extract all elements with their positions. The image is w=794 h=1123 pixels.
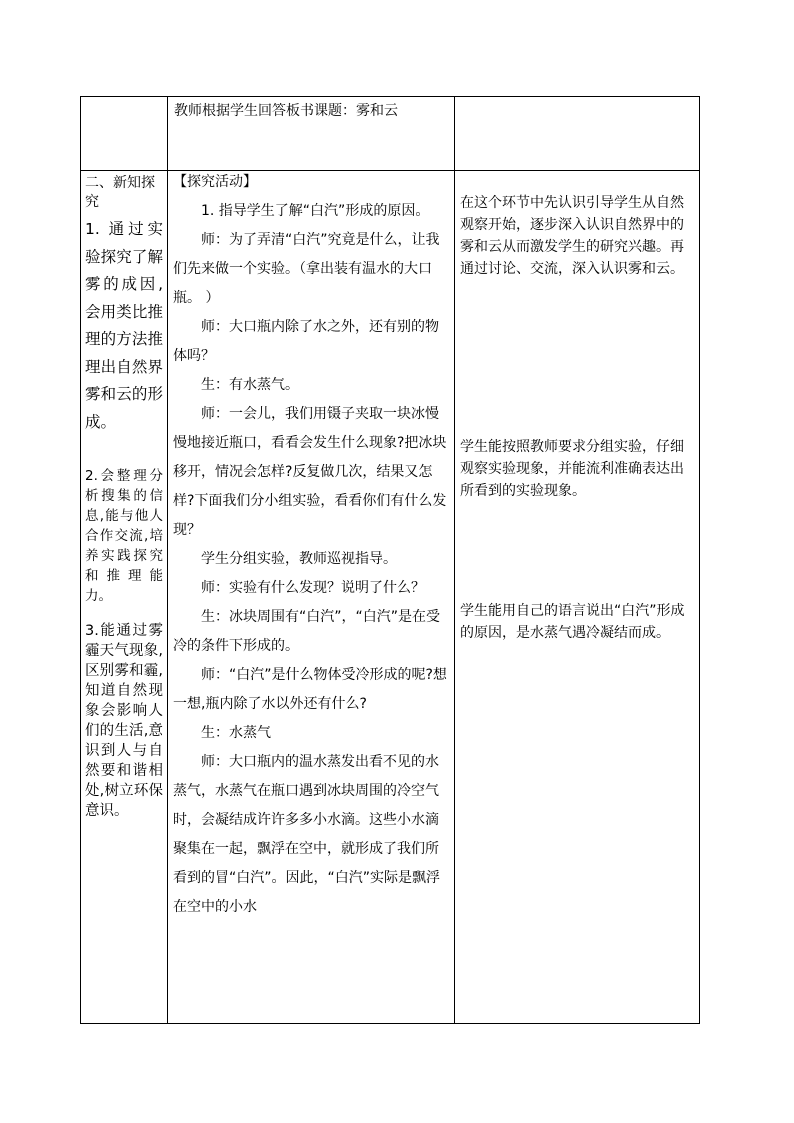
table-border-left [80,96,81,1024]
activity-paragraph: 生：有水蒸气。 [201,377,299,393]
activity-paragraph: 1. 指导学生了解“白汽”形成的原因。 [201,203,430,219]
design-intent-cell [460,192,694,1012]
objective-3-text: 3.能通过雾霾天气现象,区别雾和霾,知道自然现象会影响人们的生活,意识到人与自然要和谐相处,树立环保意识。 [85,623,163,819]
objective-2-text: 2.会整理分析搜集的信息,能与他人合作交流,培养实践探究和推理能力。 [85,468,163,604]
activity-title-text: 【探究活动】 [173,174,257,190]
objectives-cell [85,174,163,1019]
board-title-text: 教师根据学生回答板书课题：雾和云 [174,103,398,119]
table-column-divider-1 [167,96,168,1024]
activity-paragraph: 师：大口瓶内的温水蒸发出看不见的水蒸气，水蒸气在瓶口遇到冰块周围的冷空气时，会凝结成许许多多小水滴。这些小水滴聚集在一起，飘浮在空中，就形成了我们所看到的冒“白汽”。因此，“白汽”实际是飘浮在空中的小水 [173,754,441,915]
table-border-right [699,96,700,1024]
activity-paragraph: 师：大口瓶内除了水之外，还有别的物体吗？ [173,319,439,364]
table-row-divider [80,170,700,171]
activity-cell [173,172,451,1022]
activity-paragraph: 师：为了弄清“白汽”究竟是什么，让我们先来做一个实验。（拿出装有温水的大口瓶。 ） [173,232,440,306]
activity-paragraph: 师：“白汽”是什么物体受冷形成的呢?想一想,瓶内除了水以外还有什么? [173,667,447,712]
table-border-top [80,96,700,97]
table-border-bottom [80,1023,700,1024]
section-heading-text: 二、新知探究 [85,175,155,210]
design-note-3: 学生能用自己的语言说出“白汽”形成的原因，是水蒸气遇冷凝结而成。 [460,603,685,641]
activity-paragraph: 生：冰块周围有“白汽”，“白汽”是在受冷的条件下形成的。 [173,609,441,654]
table-column-divider-2 [454,96,455,1024]
row1-col2-cell [174,100,448,122]
lesson-plan-table [80,96,700,1024]
activity-paragraph: 师：一会儿，我们用镊子夹取一块冰慢慢地接近瓶口，看看会发生什么现象?把冰块移开，情况会怎样?反复做几次，结果又怎样?下面我们分小组实验，看看你们有什么发现？ [173,406,447,538]
activity-paragraph: 学生分组实验，教师巡视指导。 [201,551,397,567]
objective-1-text: 1. 通过实验探究了解雾的成因,会用类比推理的方法推理出自然界雾和云的形成。 [85,220,163,431]
activity-paragraph: 生：水蒸气 [201,725,271,741]
activity-paragraph: 师：实验有什么发现？说明了什么？ [201,580,425,596]
design-note-1: 在这个环节中先认识引导学生从自然观察开始，逐步深入认识自然界中的雾和云从而激发学生的研究兴趣。再通过讨论、交流，深入认识雾和云。 [460,195,684,277]
design-note-2: 学生能按照教师要求分组实验，仔细观察实验现象，并能流利准确表达出所看到的实验现象。 [460,439,684,499]
